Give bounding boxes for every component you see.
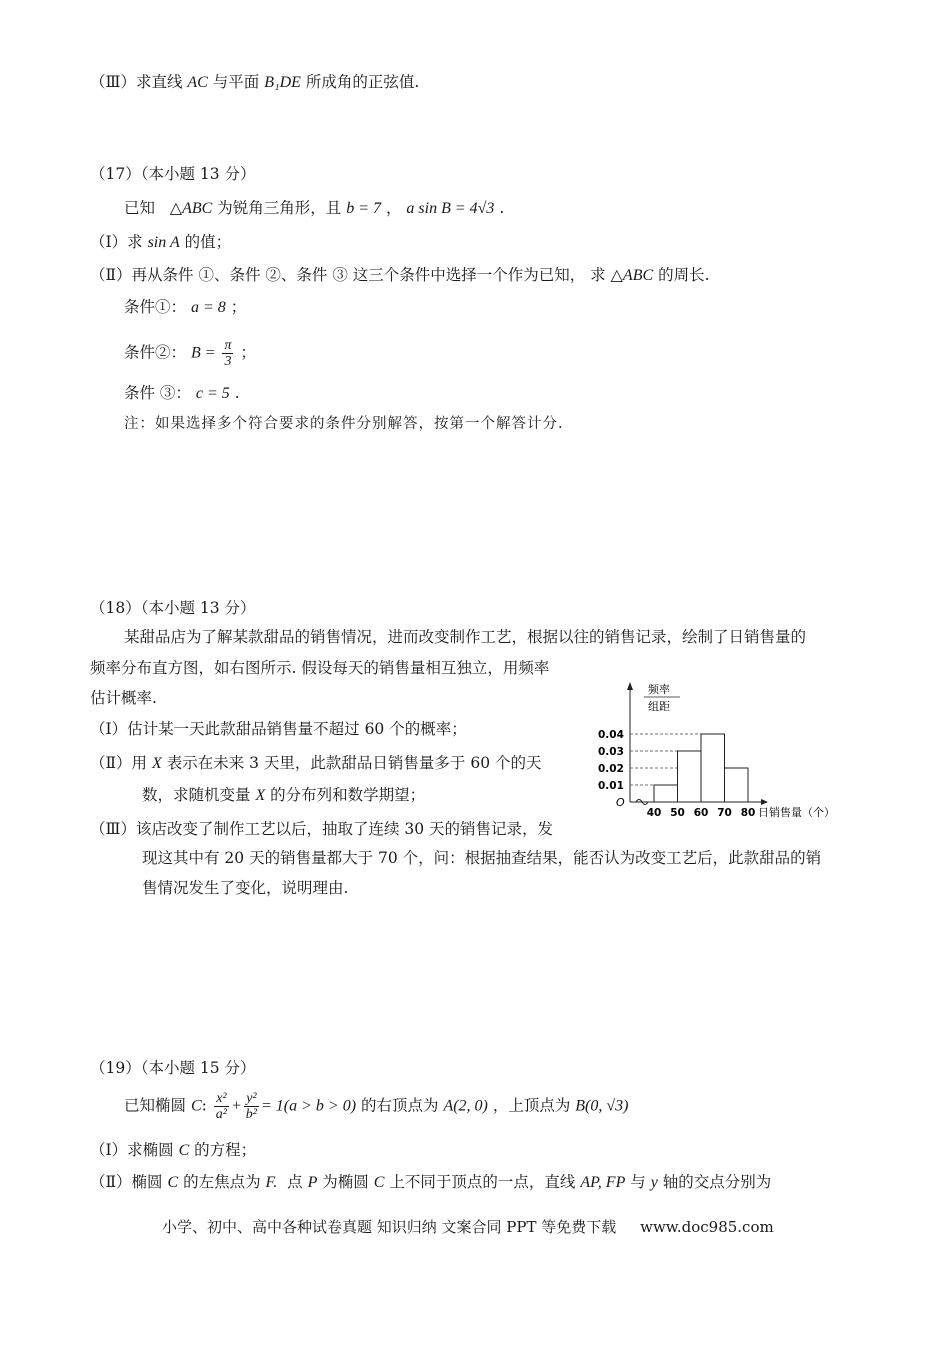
pi-over-3-fraction: $\frac{\pi}{3}$ [224, 338, 232, 369]
q19-header: （19）（本小题 15 分） [90, 1059, 256, 1077]
q17-note: 注：如果选择多个符合要求的条件分别解答，按第一个解答计分. [124, 416, 564, 432]
x-tick-label-5: 80 [740, 807, 756, 819]
q18-part3-cont2: 售情况发生了变化，说明理由. [142, 879, 349, 897]
q18-part3: （Ⅲ）该店改变了制作工艺以后，抽取了连续 30 天的销售记录，发 [90, 820, 554, 838]
q17-part1: （Ⅰ）求 sin A 的值； [90, 233, 232, 251]
q18-line1: 某甜品店为了解某款甜品的销售情况，进而改变制作工艺，根据以往的销售记录，绘制了日销售量的 [124, 628, 807, 646]
q18-part3-cont1: 现这其中有 20 天的销售量都大于 70 个，问：根据抽查结果，能否认为改变工艺后，此款甜品的销 [142, 849, 822, 867]
q16-part3: （Ⅲ）求直线 AC 与平面 B₁DE 所成角的正弦值. [90, 73, 420, 91]
q17-header: （17）（本小题 13 分） [90, 165, 256, 183]
q18-line2: 频率分布直方图，如右图所示. 假设每天的销售量相互独立，用频率 [90, 659, 550, 677]
q19-part2: （Ⅱ）椭圆 C 的左焦点为 F. 点 P 为椭圆 C 上不同于顶点的一点，直线 AP, FP 与 y 轴的交点分别为 [90, 1173, 772, 1191]
frequency-histogram [596, 676, 856, 822]
x-tick-label-4: 70 [717, 807, 732, 819]
y-axis-label [644, 682, 680, 713]
y-axis-label-top: 频率 [648, 683, 670, 696]
bar-60-70 [701, 734, 725, 802]
q18-part1: （Ⅰ）估计某一天此款甜品销售量不超过 60 个的概率； [90, 720, 467, 738]
y-axis-label-bottom: 组距 [648, 700, 670, 713]
x-tick-label-3: 60 [693, 807, 709, 819]
q17-condition-2: 条件②： B = $\frac{\pi}{3}$ ； [124, 338, 256, 369]
footer-url[interactable]: www.doc985.com [640, 1218, 774, 1236]
q17-part2: （Ⅱ）再从条件 ①、条件 ②、条件 ③ 这三个条件中选择一个作为已知， 求 △ABC 的周长. [90, 266, 710, 284]
q17-given: 已知 △ABC 为锐角三角形，且 b = 7 ， a sin B = 4√3 . [124, 199, 505, 217]
y-tick-label-4: 0.04 [598, 729, 624, 741]
y-tick-label-3: 0.03 [598, 746, 624, 758]
q18-header: （18）（本小题 13 分） [90, 599, 256, 617]
footer [162, 1216, 774, 1238]
x-tick-label-1: 40 [646, 807, 662, 819]
x-axis-arrow [761, 799, 768, 805]
y-tick-label-1: 0.01 [598, 780, 624, 792]
bar-40-50 [654, 785, 678, 802]
q17-condition-3: 条件 ③： c = 5 . [124, 384, 240, 402]
footer-text: 小学、初中、高中各种试卷真题 知识归纳 文案合同 PPT 等免费下载 [162, 1218, 617, 1236]
y-axis-arrow [627, 682, 633, 690]
origin-label: O [616, 796, 625, 809]
y-tick-label-2: 0.02 [598, 763, 624, 775]
y2-over-b2-fraction: $\frac{\text{y²}}{\text{b²}}$ [245, 1091, 257, 1122]
bar-70-80 [725, 768, 749, 802]
q19-line1: 已知椭圆 C: $\frac{\text{x²}}{\text{a²}}$ + $\frac{\text{y²}}{\text{b²}}$ = 1(a > b > 0) 的右顶点为 A(2, 0) ，上顶点为 B(0, √3) [124, 1091, 629, 1122]
q17-condition-1: 条件①： a = 8 ； [124, 298, 247, 316]
x-axis-label: 日销售量（个） [758, 806, 835, 819]
q19-part1: （Ⅰ）求椭圆 C 的方程； [90, 1141, 257, 1159]
x2-over-a2-fraction: $\frac{\text{x²}}{\text{a²}}$ [215, 1091, 227, 1122]
bar-50-60 [678, 751, 702, 802]
q18-line3: 估计概率. [90, 689, 157, 707]
x-tick-label-2: 50 [670, 807, 685, 819]
q18-part2: （Ⅱ）用 X 表示在未来 3 天里，此款甜品日销售量多于 60 个的天 [90, 754, 542, 772]
q18-part2-cont: 数，求随机变量 X 的分布列和数学期望； [142, 786, 426, 804]
